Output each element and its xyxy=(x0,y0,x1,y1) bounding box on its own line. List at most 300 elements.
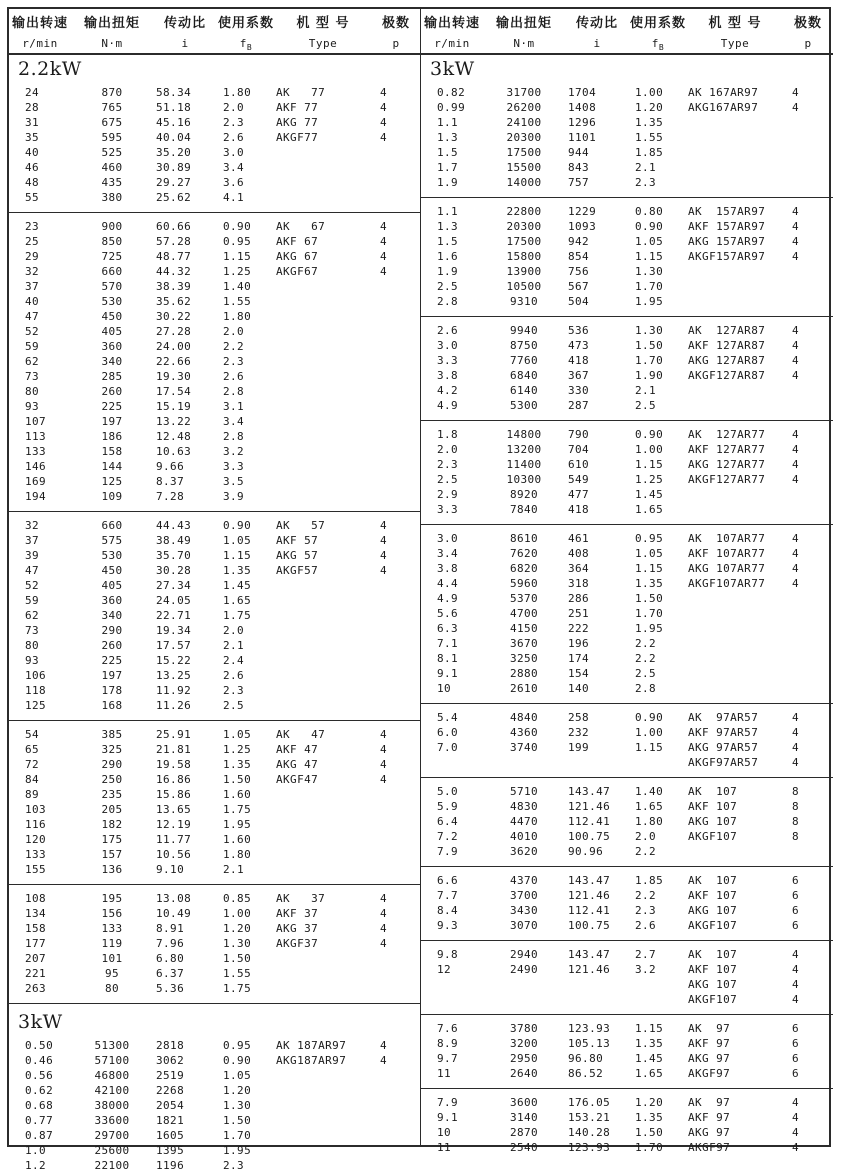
cell-type: AKG 77 xyxy=(276,116,319,129)
cell-type: AK 37 xyxy=(276,892,326,905)
cell-service-factor: 1.15 xyxy=(635,250,664,263)
cell-service-factor: 2.1 xyxy=(223,863,245,876)
cell-torque: 22800 xyxy=(506,205,542,218)
cell-ratio: 15.86 xyxy=(156,788,192,801)
cell-ratio: 258 xyxy=(568,711,590,724)
cell-service-factor: 3.6 xyxy=(223,176,245,189)
table-row xyxy=(9,772,420,787)
cell-service-factor: 2.5 xyxy=(635,667,657,680)
cell-type: AK 187AR97 xyxy=(276,1039,347,1052)
cell-ratio: 121.46 xyxy=(568,963,611,976)
cell-torque: 530 xyxy=(101,549,123,562)
header-label-poles: 极数 xyxy=(381,16,410,31)
cell-torque: 250 xyxy=(101,773,123,786)
cell-speed: 1.3 xyxy=(437,131,459,144)
cell-ratio: 22.66 xyxy=(156,355,192,368)
cell-poles xyxy=(371,802,421,817)
cell-speed: 59 xyxy=(25,594,40,607)
cell-type: AKF 107 xyxy=(688,889,738,902)
cell-poles xyxy=(371,1098,421,1113)
cell-speed: 2.8 xyxy=(437,295,459,308)
header-unit-service-factor: $f_B$ xyxy=(651,37,665,53)
cell-speed: 46 xyxy=(25,161,40,174)
cell-poles: 4 xyxy=(380,235,388,248)
cell-service-factor: 2.6 xyxy=(635,919,657,932)
cell-ratio: 13.25 xyxy=(156,669,192,682)
header-label-type: 机 型 号 xyxy=(296,16,350,31)
cell-type: AK 127AR77 xyxy=(688,428,766,441)
cell-service-factor: 0.90 xyxy=(635,711,664,724)
cell-ratio: 11.92 xyxy=(156,684,192,697)
cell-ratio xyxy=(565,755,629,770)
cell-speed: 9.7 xyxy=(437,1052,459,1065)
block-separator xyxy=(421,420,833,421)
cell-torque xyxy=(483,977,565,992)
cell-type: AKG 57 xyxy=(276,549,319,562)
cell-torque: 2610 xyxy=(509,682,539,695)
table-row xyxy=(9,85,420,100)
cell-type: AKGF97 xyxy=(688,1141,731,1154)
cell-service-factor: 2.3 xyxy=(223,116,245,129)
cell-speed: 106 xyxy=(25,669,47,682)
table-row xyxy=(421,651,833,666)
cell-service-factor: 1.35 xyxy=(635,577,664,590)
cell-type: AK 47 xyxy=(276,728,326,741)
cell-torque: 168 xyxy=(101,699,123,712)
table-row xyxy=(421,962,833,977)
cell-type xyxy=(687,591,783,606)
cell-poles: 8 xyxy=(792,815,800,828)
cell-ratio: 12.48 xyxy=(156,430,192,443)
cell-poles xyxy=(783,175,833,190)
cell-speed: 11 xyxy=(437,1067,452,1080)
cell-type xyxy=(275,1143,371,1158)
cell-ratio: 418 xyxy=(568,354,590,367)
cell-service-factor: 3.2 xyxy=(223,445,245,458)
table-row xyxy=(9,429,420,444)
cell-type xyxy=(687,130,783,145)
table-row xyxy=(9,1068,420,1083)
cell-speed: 0.68 xyxy=(25,1099,54,1112)
cell-torque: 2540 xyxy=(509,1141,539,1154)
cell-service-factor: 1.15 xyxy=(635,1022,664,1035)
table-row xyxy=(421,576,833,591)
cell-torque: 9940 xyxy=(509,324,539,337)
cell-type xyxy=(275,653,371,668)
cell-ratio: 11.77 xyxy=(156,833,192,846)
cell-ratio: 944 xyxy=(568,146,590,159)
cell-type: AK 97 xyxy=(688,1096,731,1109)
cell-service-factor: 2.3 xyxy=(223,355,245,368)
cell-type: AKF 47 xyxy=(276,743,319,756)
cell-speed: 9.1 xyxy=(437,667,459,680)
cell-type xyxy=(275,459,371,474)
cell-service-factor: 0.95 xyxy=(223,235,252,248)
cell-speed: 2.5 xyxy=(437,473,459,486)
cell-speed: 93 xyxy=(25,654,40,667)
cell-poles xyxy=(783,264,833,279)
table-row xyxy=(9,1098,420,1113)
cell-service-factor: 1.50 xyxy=(635,1126,664,1139)
cell-ratio: 251 xyxy=(568,607,590,620)
cell-type: AKF 127AR77 xyxy=(688,443,766,456)
cell-speed xyxy=(421,755,483,770)
cell-torque: 340 xyxy=(101,609,123,622)
table-row xyxy=(9,891,420,906)
cell-speed: 32 xyxy=(25,265,40,278)
cell-type: AK 57 xyxy=(276,519,326,532)
cell-service-factor: 2.3 xyxy=(223,684,245,697)
cell-torque: 7620 xyxy=(509,547,539,560)
cell-torque: 405 xyxy=(101,579,123,592)
table-row xyxy=(9,474,420,489)
cell-service-factor: 1.35 xyxy=(635,1037,664,1050)
cell-ratio: 25.91 xyxy=(156,728,192,741)
cell-service-factor: 1.95 xyxy=(223,818,252,831)
cell-type: AKGF107 xyxy=(688,830,738,843)
cell-type xyxy=(275,474,371,489)
header-labels-row xyxy=(9,14,420,34)
cell-service-factor: 3.4 xyxy=(223,161,245,174)
cell-torque: 186 xyxy=(101,430,123,443)
cell-ratio: 40.04 xyxy=(156,131,192,144)
cell-ratio: 44.32 xyxy=(156,265,192,278)
cell-speed: 1.6 xyxy=(437,250,459,263)
table-row xyxy=(421,977,833,992)
table-row xyxy=(421,829,833,844)
cell-speed: 8.9 xyxy=(437,1037,459,1050)
cell-ratio: 473 xyxy=(568,339,590,352)
table-row xyxy=(421,681,833,696)
cell-service-factor: 1.35 xyxy=(635,116,664,129)
table-row xyxy=(421,264,833,279)
cell-type: AKG 67 xyxy=(276,250,319,263)
cell-type: AKGF37 xyxy=(276,937,319,950)
table-header xyxy=(9,9,420,55)
cell-torque: 3250 xyxy=(509,652,539,665)
cell-poles xyxy=(371,981,421,996)
block-separator xyxy=(421,777,833,778)
table-row xyxy=(9,936,420,951)
cell-speed: 221 xyxy=(25,967,47,980)
cell-ratio: 105.13 xyxy=(568,1037,611,1050)
table-row xyxy=(421,666,833,681)
table-row xyxy=(9,847,420,862)
cell-service-factor: 1.30 xyxy=(635,265,664,278)
cell-poles: 4 xyxy=(380,892,388,905)
cell-type: AKF 107AR77 xyxy=(688,547,766,560)
cell-torque: 3600 xyxy=(509,1096,539,1109)
cell-poles: 4 xyxy=(792,324,800,337)
cell-ratio: 318 xyxy=(568,577,590,590)
cell-type: AKG 107 xyxy=(688,815,738,828)
cell-torque: 285 xyxy=(101,370,123,383)
cell-service-factor: 2.1 xyxy=(635,161,657,174)
cell-speed: 12 xyxy=(437,963,452,976)
cell-poles: 4 xyxy=(792,1096,800,1109)
cell-poles: 4 xyxy=(792,458,800,471)
cell-torque: 20300 xyxy=(506,131,542,144)
cell-service-factor: 2.3 xyxy=(635,176,657,189)
cell-speed: 29 xyxy=(25,250,40,263)
cell-service-factor: 2.2 xyxy=(635,845,657,858)
table-row xyxy=(421,1095,833,1110)
cell-type: AKGF107 xyxy=(688,993,738,1006)
cell-ratio: 29.27 xyxy=(156,176,192,189)
section-title: 3kW xyxy=(430,58,475,80)
cell-speed: 5.6 xyxy=(437,607,459,620)
cell-service-factor: 3.5 xyxy=(223,475,245,488)
cell-speed: 1.9 xyxy=(437,265,459,278)
table-row xyxy=(9,444,420,459)
cell-ratio: 12.19 xyxy=(156,818,192,831)
cell-type: AKGF127AR87 xyxy=(688,369,766,382)
cell-type: AKG 127AR77 xyxy=(688,458,766,471)
cell-type: AKG 107AR77 xyxy=(688,562,766,575)
cell-type xyxy=(275,1158,371,1173)
cell-speed: 158 xyxy=(25,922,47,935)
cell-torque: 3670 xyxy=(509,637,539,650)
cell-speed: 8.4 xyxy=(437,904,459,917)
table-row xyxy=(421,85,833,100)
cell-service-factor: 0.90 xyxy=(635,220,664,233)
cell-speed: 40 xyxy=(25,295,40,308)
cell-type: AKG167AR97 xyxy=(688,101,759,114)
cell-ratio: 2054 xyxy=(156,1099,185,1112)
cell-ratio: 418 xyxy=(568,503,590,516)
cell-speed: 28 xyxy=(25,101,40,114)
cell-type xyxy=(275,787,371,802)
cell-poles: 4 xyxy=(792,978,800,991)
cell-service-factor: 2.0 xyxy=(223,624,245,637)
cell-service-factor: 1.15 xyxy=(635,562,664,575)
cell-speed: 0.50 xyxy=(25,1039,54,1052)
cell-ratio: 408 xyxy=(568,547,590,560)
cell-poles xyxy=(371,862,421,877)
cell-torque: 3140 xyxy=(509,1111,539,1124)
table-row xyxy=(9,145,420,160)
cell-service-factor: 0.90 xyxy=(223,1054,252,1067)
cell-service-factor: 1.35 xyxy=(223,564,252,577)
header-unit-poles: p xyxy=(392,37,400,50)
table-block xyxy=(421,1093,833,1158)
cell-speed: 107 xyxy=(25,415,47,428)
cell-ratio: 13.65 xyxy=(156,803,192,816)
cell-ratio: 30.28 xyxy=(156,564,192,577)
table-row xyxy=(421,204,833,219)
table-row xyxy=(421,947,833,962)
cell-poles: 4 xyxy=(792,1141,800,1154)
cell-torque: 6820 xyxy=(509,562,539,575)
cell-ratio: 35.70 xyxy=(156,549,192,562)
cell-torque: 101 xyxy=(101,952,123,965)
cell-type: AK 107AR77 xyxy=(688,532,766,545)
cell-service-factor: 1.60 xyxy=(223,788,252,801)
cell-speed: 108 xyxy=(25,892,47,905)
cell-speed: 47 xyxy=(25,564,40,577)
cell-type: AK 127AR87 xyxy=(688,324,766,337)
cell-torque: 136 xyxy=(101,863,123,876)
cell-torque: 5710 xyxy=(509,785,539,798)
cell-torque: 42100 xyxy=(94,1084,130,1097)
cell-ratio: 15.22 xyxy=(156,654,192,667)
table-row xyxy=(421,755,833,770)
cell-ratio: 57.28 xyxy=(156,235,192,248)
cell-type xyxy=(275,384,371,399)
cell-torque: 4150 xyxy=(509,622,539,635)
cell-speed: 3.0 xyxy=(437,532,459,545)
cell-type xyxy=(687,844,783,859)
cell-type: AKF 67 xyxy=(276,235,319,248)
cell-torque: 13200 xyxy=(506,443,542,456)
cell-type xyxy=(275,1113,371,1128)
cell-torque: 20300 xyxy=(506,220,542,233)
table-row xyxy=(9,249,420,264)
cell-torque: 5300 xyxy=(509,399,539,412)
cell-torque: 260 xyxy=(101,639,123,652)
cell-ratio: 143.47 xyxy=(568,948,611,961)
cell-poles xyxy=(371,190,421,205)
cell-service-factor: 1.45 xyxy=(635,1052,664,1065)
table-row xyxy=(9,1053,420,1068)
cell-service-factor: 1.70 xyxy=(635,280,664,293)
table-row xyxy=(421,591,833,606)
cell-speed: 80 xyxy=(25,385,40,398)
cell-torque: 450 xyxy=(101,310,123,323)
cell-type xyxy=(687,383,783,398)
table-block xyxy=(421,202,833,312)
cell-speed: 37 xyxy=(25,280,40,293)
cell-ratio: 19.58 xyxy=(156,758,192,771)
cell-ratio: 86.52 xyxy=(568,1067,604,1080)
cell-speed: 89 xyxy=(25,788,40,801)
table-row xyxy=(9,623,420,638)
cell-ratio: 1229 xyxy=(568,205,597,218)
cell-service-factor: 3.3 xyxy=(223,460,245,473)
cell-speed: 3.0 xyxy=(437,339,459,352)
cell-torque: 175 xyxy=(101,833,123,846)
cell-poles xyxy=(371,339,421,354)
cell-speed: 2.6 xyxy=(437,324,459,337)
cell-type xyxy=(275,399,371,414)
cell-speed: 52 xyxy=(25,325,40,338)
table-row xyxy=(421,918,833,933)
cell-torque: 850 xyxy=(101,235,123,248)
cell-speed: 116 xyxy=(25,818,47,831)
cell-poles xyxy=(371,593,421,608)
cell-type: AKGF77 xyxy=(276,131,319,144)
cell-ratio: 567 xyxy=(568,280,590,293)
table-row xyxy=(9,966,420,981)
cell-poles xyxy=(371,145,421,160)
table-row xyxy=(9,160,420,175)
cell-type xyxy=(687,651,783,666)
cell-poles: 4 xyxy=(792,562,800,575)
cell-service-factor: 2.1 xyxy=(635,384,657,397)
cell-service-factor: 2.3 xyxy=(635,904,657,917)
cell-ratio xyxy=(565,977,629,992)
cell-speed: 133 xyxy=(25,848,47,861)
cell-torque: 109 xyxy=(101,490,123,503)
cell-type: AKF 157AR97 xyxy=(688,220,766,233)
cell-torque: 182 xyxy=(101,818,123,831)
cell-poles xyxy=(371,683,421,698)
cell-torque: 2640 xyxy=(509,1067,539,1080)
cell-poles xyxy=(783,502,833,517)
cell-service-factor: 1.25 xyxy=(223,743,252,756)
table-row xyxy=(9,279,420,294)
cell-type: AKG 127AR87 xyxy=(688,354,766,367)
header-unit-torque: N·m xyxy=(513,37,535,50)
cell-type xyxy=(275,339,371,354)
cell-torque: 3620 xyxy=(509,845,539,858)
table-row xyxy=(421,873,833,888)
cell-service-factor: 1.05 xyxy=(635,235,664,248)
cell-ratio: 24.00 xyxy=(156,340,192,353)
cell-type xyxy=(275,309,371,324)
cell-poles: 4 xyxy=(792,86,800,99)
cell-speed: 25 xyxy=(25,235,40,248)
table-row xyxy=(421,1140,833,1155)
cell-poles xyxy=(371,966,421,981)
cell-type xyxy=(687,681,783,696)
cell-torque: 360 xyxy=(101,594,123,607)
cell-ratio: 1296 xyxy=(568,116,597,129)
cell-service-factor: 1.55 xyxy=(223,967,252,980)
cell-ratio: 176.05 xyxy=(568,1096,611,1109)
table-row xyxy=(421,992,833,1007)
cell-poles: 8 xyxy=(792,800,800,813)
cell-torque: 57100 xyxy=(94,1054,130,1067)
cell-service-factor: 1.85 xyxy=(635,146,664,159)
cell-type: AKF 77 xyxy=(276,101,319,114)
cell-type: AKG 47 xyxy=(276,758,319,771)
cell-speed: 7.1 xyxy=(437,637,459,650)
table-row xyxy=(421,249,833,264)
cell-service-factor: 3.9 xyxy=(223,490,245,503)
cell-torque: 360 xyxy=(101,340,123,353)
cell-ratio: 17.57 xyxy=(156,639,192,652)
cell-speed: 40 xyxy=(25,146,40,159)
cell-torque: 2940 xyxy=(509,948,539,961)
cell-type xyxy=(275,160,371,175)
cell-type: AKG 97 xyxy=(688,1052,731,1065)
cell-poles: 4 xyxy=(792,369,800,382)
cell-service-factor: 1.25 xyxy=(635,473,664,486)
cell-poles xyxy=(371,1113,421,1128)
cell-ratio: 6.80 xyxy=(156,952,185,965)
cell-poles: 4 xyxy=(380,519,388,532)
cell-type: AK 97AR57 xyxy=(688,711,759,724)
cell-poles: 6 xyxy=(792,904,800,917)
table-row xyxy=(421,784,833,799)
cell-torque: 22100 xyxy=(94,1159,130,1172)
cell-speed: 4.2 xyxy=(437,384,459,397)
cell-ratio: 1093 xyxy=(568,220,597,233)
table-row xyxy=(421,234,833,249)
cell-type xyxy=(275,279,371,294)
cell-poles: 4 xyxy=(380,549,388,562)
cell-speed: 1.3 xyxy=(437,220,459,233)
cell-torque: 197 xyxy=(101,415,123,428)
cell-speed: 7.6 xyxy=(437,1022,459,1035)
cell-torque: 570 xyxy=(101,280,123,293)
cell-speed: 62 xyxy=(25,355,40,368)
cell-ratio: 461 xyxy=(568,532,590,545)
cell-speed: 133 xyxy=(25,445,47,458)
cell-torque: 3200 xyxy=(509,1037,539,1050)
cell-speed: 48 xyxy=(25,176,40,189)
